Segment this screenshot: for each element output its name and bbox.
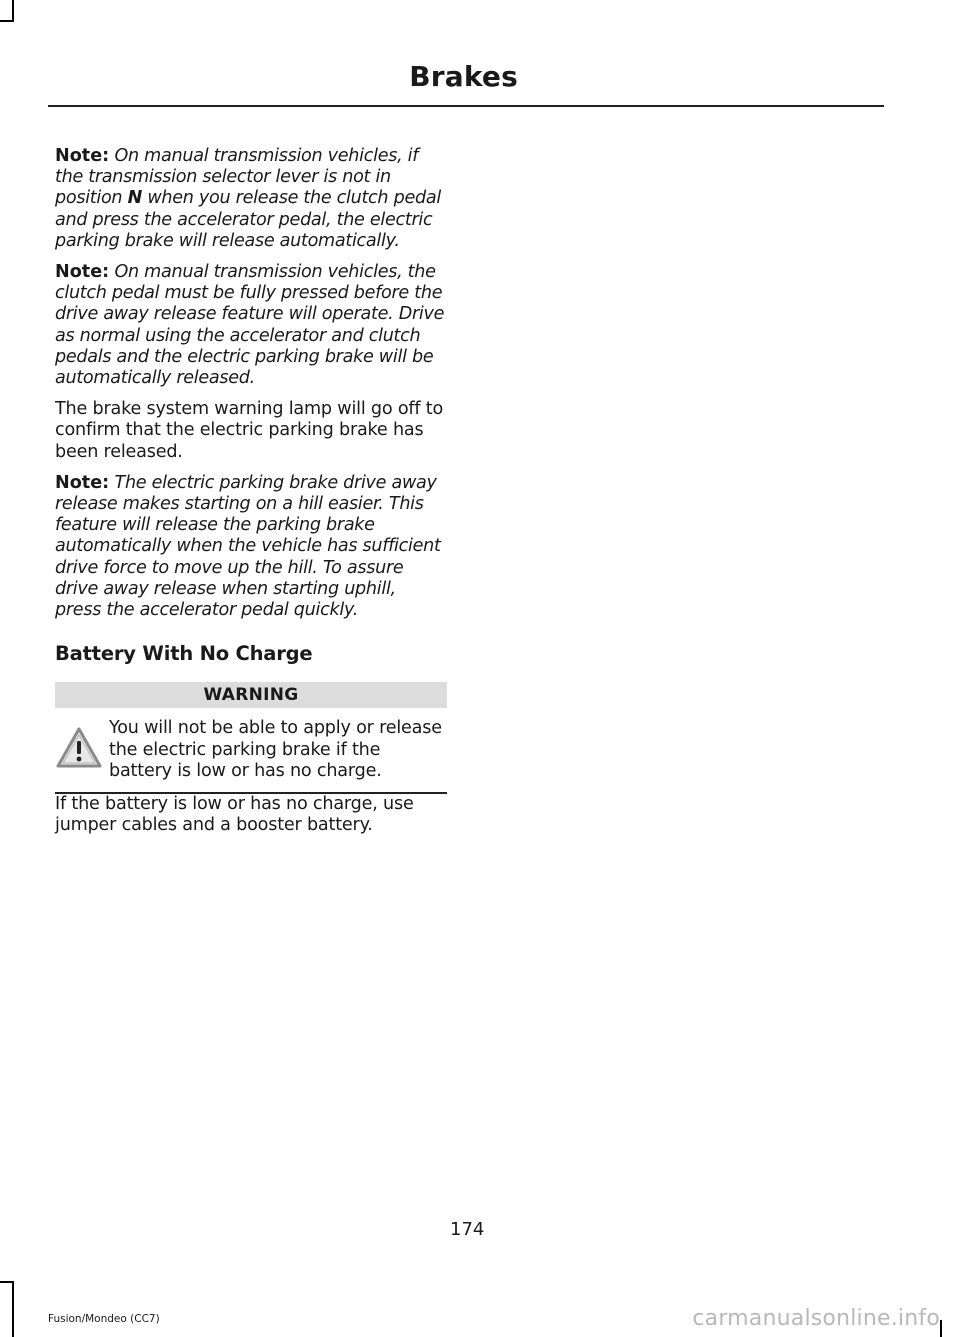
footer-model: Fusion/Mondeo (CC7) — [48, 1313, 160, 1325]
warning-heading: WARNING — [55, 682, 447, 708]
note-text: On manual transmission vehicles, if the transmission selector lever is not in position — [55, 146, 419, 209]
page-title: Brakes — [409, 60, 518, 93]
section-heading: Battery With No Charge — [55, 642, 313, 666]
note-1 — [55, 146, 447, 252]
crop-mark-top-left-h — [0, 20, 14, 22]
paragraph-battery: If the battery is low or has no charge, use jumper cables and a booster battery. — [55, 794, 414, 836]
paragraph-warning-lamp: The brake system warning lamp will go off to confirm that the electric parking brake has been released. — [55, 399, 444, 462]
watermark: carmanualsonline.info — [692, 1306, 940, 1331]
header-divider — [48, 105, 884, 107]
note-3 — [55, 473, 447, 621]
warning-body — [55, 708, 447, 794]
warning-triangle-icon — [55, 726, 103, 770]
crop-mark-top-left-v — [12, 0, 14, 22]
note-2 — [55, 262, 447, 389]
warning-box — [55, 682, 447, 794]
crop-mark-bottom-right-v — [940, 1320, 942, 1337]
note-text: The electric parking brake drive away release makes starting on a hill easier. This feature will release the parking brake automatically when the vehicle has sufficient drive force to move up the hill. To assure drive away release when starting uphill, press the accelerator pedal quickly. — [55, 472, 441, 621]
crop-mark-bottom-left-v — [12, 1281, 14, 1337]
main-column — [55, 146, 447, 846]
note-text: when you release the clutch pedal and press the accelerator pedal, the electric parking brake will release automatically. — [55, 188, 441, 251]
page-number: 174 — [450, 1219, 485, 1240]
note-text: On manual transmission vehicles, the clutch pedal must be fully pressed before the drive away release feature will operate. Drive as normal using the accelerator and clutch pedals and the electric parking brake will be automatically released. — [55, 262, 445, 389]
note-label: Note: — [55, 262, 110, 283]
warning-text: You will not be able to apply or release the electric parking brake if the battery is low or has no charge. — [109, 718, 442, 781]
note-label: Note: — [55, 146, 110, 166]
gear-position-n: N — [127, 188, 143, 209]
note-label: Note: — [55, 472, 110, 493]
